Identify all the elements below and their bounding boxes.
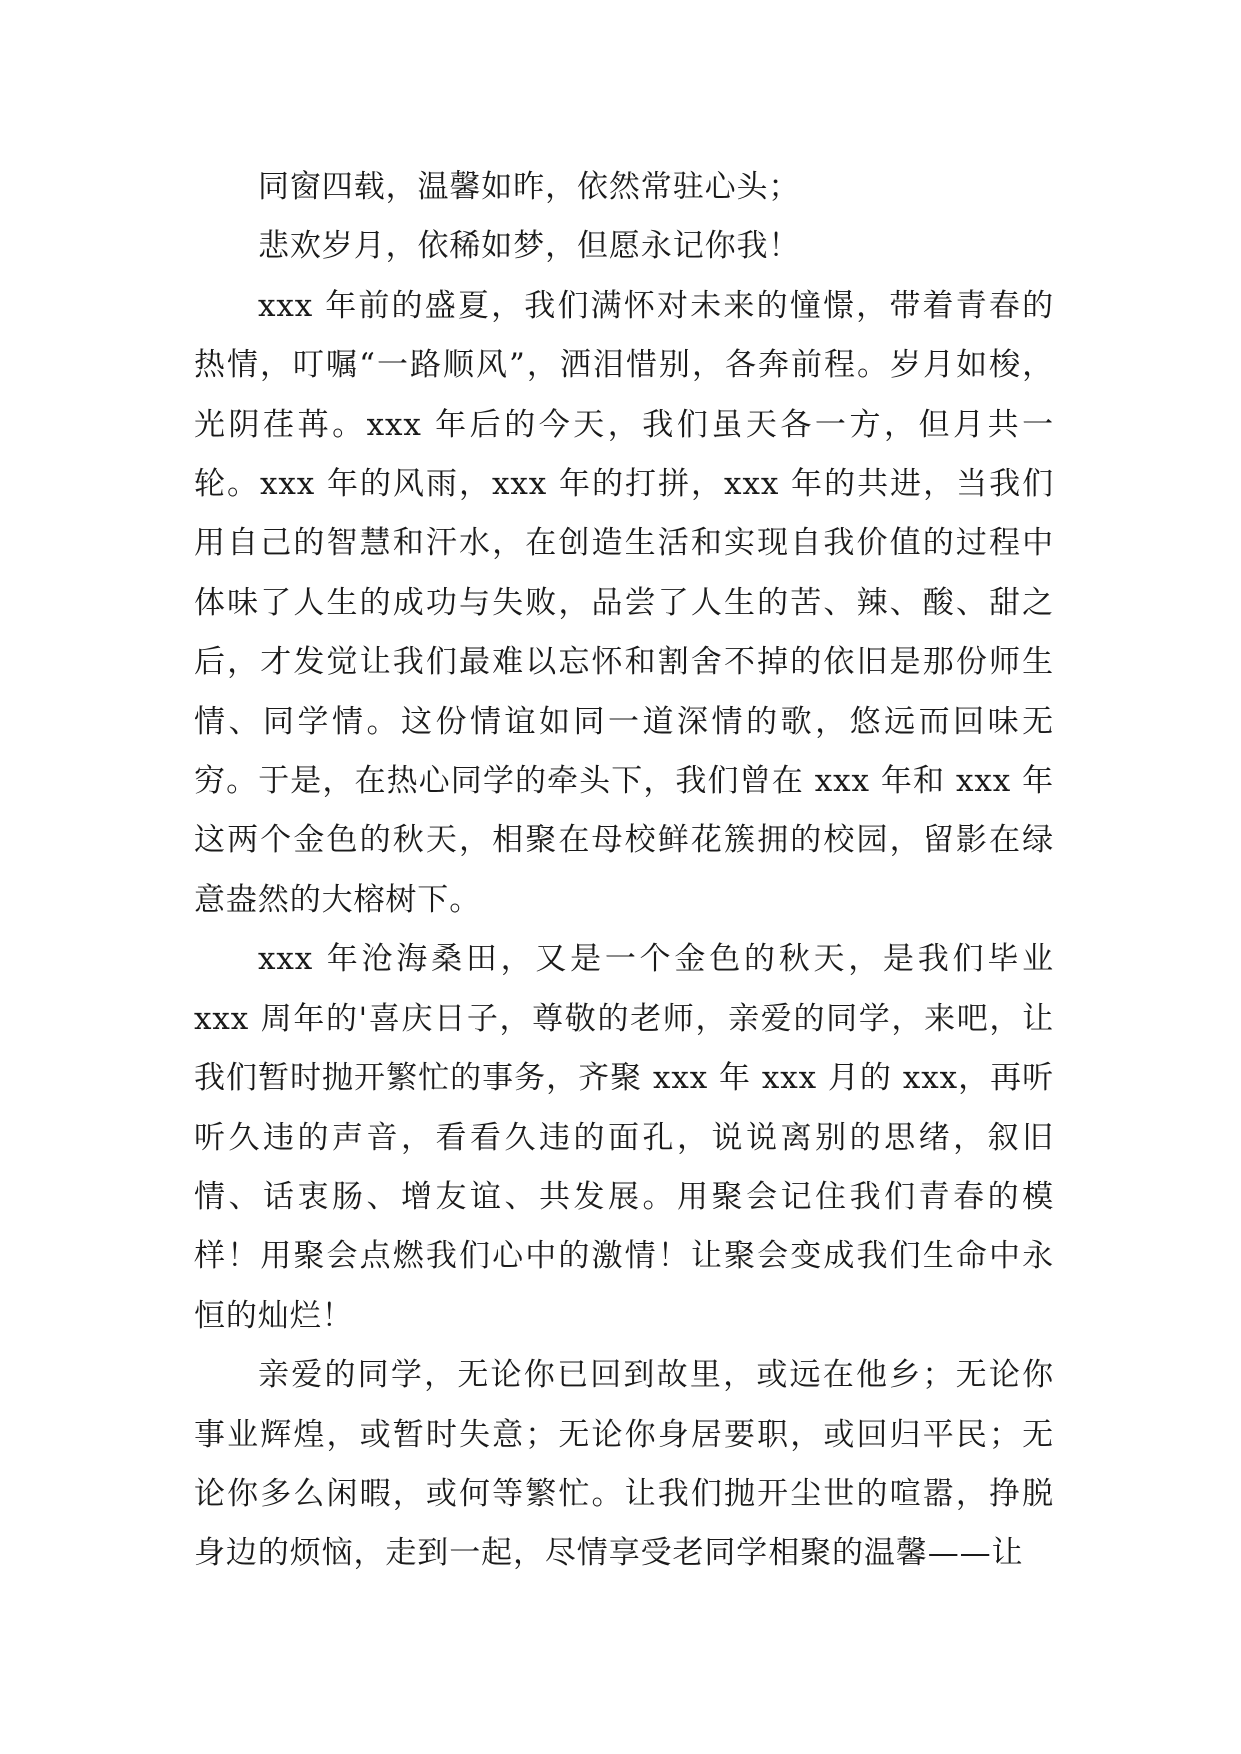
paragraph-appeal: 亲爱的同学，无论你已回到故里，或远在他乡；无论你事业辉煌，或暂时失意；无论你身居要职，或回归平民；无论你多么闲暇，或何等繁忙。让我们抛开尘世的喧嚣，挣脱身边的烦恼，走到一起，尽情享受老同学相聚的温馨——让 [194, 1357, 1054, 1572]
paragraph-verse-1: 同窗四载，温馨如昨，依然常驻心头； [258, 169, 801, 205]
paragraph-memories: xxx 年前的盛夏，我们满怀对未来的憧憬，带着青春的热情，叮嘱“一路顺风”，洒泪惜别，各奔前程。岁月如梭，光阴荏苒。xxx 年后的今天，我们虽天各一方，但月共一轮。xxx 年的风雨，xxx 年的打拼，xxx 年的共进，当我们用自己的智慧和汗水，在创造生活和实现自我价值的过程中体味了人生的成功与失败，品尝了人生的苦、辣、酸、甜之后，才发觉让我们最难以忘怀和割舍不掉的依旧是那份师生情、同学情。这份情谊如同一道深情的歌，悠远而回味无穷。于是，在热心同学的牵头下，我们曾在 xxx 年和 xxx 年这两个金色的秋天，相聚在母校鲜花簇拥的校园，留影在绿意盎然的大榕树下。 [194, 287, 1054, 918]
paragraph-verse-2: 悲欢岁月，依稀如梦，但愿永记你我！ [258, 228, 801, 265]
document-body [194, 158, 1054, 1584]
paragraph-invitation: xxx 年沧海桑田，又是一个金色的秋天，是我们毕业 xxx 周年的'喜庆日子，尊敬的老师，亲爱的同学，来吧，让我们暂时抛开繁忙的事务，齐聚 xxx 年 xxx 月的 xxx，再听听久违的声音，看看久违的面孔，说说离别的思绪，叙旧情、话衷肠、增友谊、共发展。用聚会记住我们青春的模样！用聚会点燃我们心中的激情！让聚会变成我们生命中永恒的灿烂！ [194, 941, 1054, 1334]
